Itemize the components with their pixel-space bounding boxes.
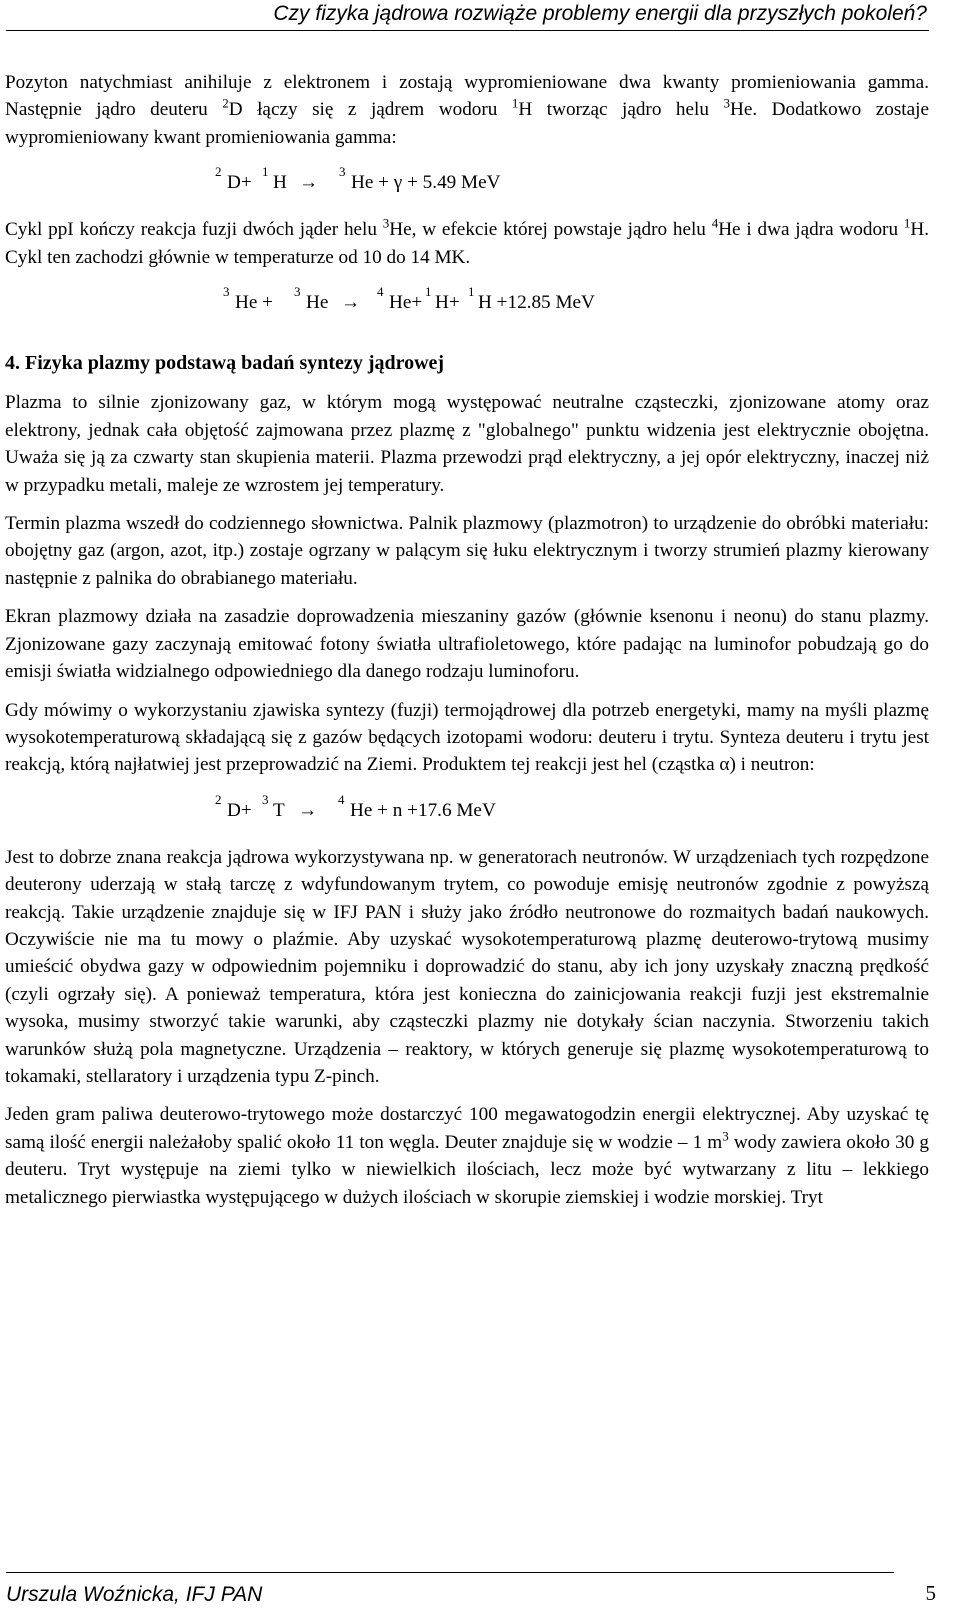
header-title: Czy fizyka jądrowa rozwiąże problemy energii dla przyszłych pokoleń? [273, 2, 927, 25]
text-run: He. Dodatkowo zostaje wypromieniowany kwant promieniowania gamma: [5, 99, 929, 148]
eq-term: H +12.85 MeV [478, 292, 595, 314]
text-run: He i dwa jądra wodoru [718, 219, 904, 241]
text-run: D łączy się z jądrem wodoru [228, 99, 512, 121]
text-run: H tworząc jądro helu [518, 99, 724, 121]
eq-term: H [273, 172, 287, 194]
paragraph-plasma-definition: Plazma to silnie zjonizowany gaz, w którym mogą występować neutralne cząsteczki, zjonizowane atomy oraz elektrony, jednak cała objętość zajmowana przez plazmę z "globalnego" punktu widzenia jest elektrycznie obojętna. Uważa się ją za czwarty stan skupienia materii. Plazma przewodzi prąd elektryczny, a jej opór elektryczny, inaczej niż w przypadku metali, maleje ze wzrostem jej temperatury. [5, 392, 929, 496]
footer-author: Urszula Woźnicka, IFJ PAN [6, 1583, 263, 1606]
eq-superscript: 3 [339, 164, 346, 180]
superscript: 3 [382, 215, 390, 231]
eq-superscript: 1 [425, 284, 432, 300]
paragraph-plasma-torch: Termin plazma wszedł do codziennego słownictwa. Palnik plazmowy (plazmotron) to urządzenie do obróbki materiału: obojętny gaz (argon, azot, itp.) zostaje ogrzany w palącym się łuku elektrycznym i tworzy strumień plazmy kierowany następnie z palnika do obrabianego materiału. [5, 513, 929, 589]
arrow-icon: → [298, 799, 318, 821]
text-run: Cykl ppI kończy reakcja fuzji dwóch jąder helu [5, 219, 383, 241]
superscript: 4 [711, 215, 719, 231]
eq-term: He+ [389, 292, 423, 314]
eq-superscript: 3 [294, 284, 301, 300]
text-run: Jeden gram paliwa deuterowo-trytowego może dostarczyć 100 megawatogodzin energii elektrycznej. Aby uzyskać tę samą ilość energii należałoby spalić około 11 ton węgla. Deuter znajduje się w wodzie – 1 m [5, 1104, 929, 1153]
paragraph-positron [5, 69, 929, 151]
page-number: 5 [925, 1581, 936, 1605]
eq-superscript: 4 [338, 791, 345, 807]
text-run: He, w efekcie której powstaje jądro helu [389, 219, 712, 241]
paragraph-neutron-generators: Jest to dobrze znana reakcja jądrowa wykorzystywana np. w generatorach neutronów. W urządzeniach tych rozpędzone deuterony uderzają w stałą tarczę z wdyfundowanym trytem, co powoduje emisję neutronów zgodnie z powyższą reakcją. Takie urządzenie znajduje się w IFJ PAN i służy jako źródło neutronowe do rozmaitych badań naukowych. Oczywiście nie ma tu mowy o plaźmie. Aby uzyskać wysokotemperaturową plazmę deuterowo-trytową musimy umieścić obydwa gazy w odpowiednim pojemniku i doprowadzić do stanu, aby ich jony uzyskały znaczną prędkość (czyli ogrzały się). A ponieważ temperatura, która jest konieczna do zainicjowania reakcji fuzji jest ekstremalnie wysoka, musimy stworzyć takie warunki, aby cząsteczki plazmy nie dotykały ścian naczynia. Stworzeniu takich warunków służą pola magnetyczne. Urządzenia – reaktory, w których generuje się plazmę wysokotemperaturową to tokamaki, stellaratory i urządzenia typu Z-pinch. [5, 846, 929, 1087]
document-body [5, 69, 929, 1222]
equation-dt-fusion [5, 790, 929, 844]
text-run: H. Cykl ten zachodzi głównie w temperaturze od 10 do 14 MK. [5, 219, 929, 268]
eq-term: He + n +17.6 MeV [350, 799, 496, 821]
equation-helium-fusion [5, 282, 929, 336]
paragraph-ppi-cycle [5, 216, 929, 271]
eq-superscript: 1 [262, 164, 269, 180]
paragraph-fusion-energy: Gdy mówimy o wykorzystaniu zjawiska syntezy (fuzji) termojądrowej dla potrzeb energetyki, mamy na myśli plazmę wysokotemperaturową składającą się z gazów będących izotopami wodoru: deuteru i trytu. Synteza deuteru i trytu jest reakcją, którą najłatwiej jest przeprowadzić na Ziemi. Produktem tej reakcji jest hel (cząstka α) i neutron: [5, 699, 929, 776]
eq-superscript: 1 [468, 284, 475, 300]
eq-term: He + [235, 292, 273, 314]
section-heading: 4. Fizyka plazmy podstawą badań syntezy jądrowej [5, 352, 445, 375]
arrow-icon: → [341, 292, 361, 314]
header-rule [6, 30, 929, 31]
eq-term: T [273, 799, 285, 821]
eq-superscript: 2 [215, 791, 222, 807]
superscript: 2 [222, 96, 229, 112]
paragraph-fuel [5, 1101, 929, 1211]
eq-term: D+ [227, 799, 252, 821]
eq-term: D+ [227, 172, 252, 194]
superscript: 1 [511, 96, 519, 112]
eq-superscript: 3 [262, 791, 269, 807]
eq-superscript: 4 [377, 284, 384, 300]
paragraph-plasma-screen: Ekran plazmowy działa na zasadzie doprowadzenia mieszaniny gazów (głównie ksenonu i neonu) do stanu plazmy. Zjonizowane gazy zaczynają emitować fotony światła ultrafioletowego, które padając na luminofor pobudzają go do emisji światła widzialnego odpowiedniego dla danego rodzaju luminoforu. [5, 606, 929, 683]
arrow-icon: → [299, 172, 319, 194]
superscript: 1 [903, 215, 911, 231]
superscript: 3 [723, 96, 730, 112]
eq-term: H+ [435, 292, 460, 314]
eq-term: He [306, 292, 329, 314]
page-footer [0, 1570, 960, 1617]
footer-rule [6, 1572, 894, 1573]
text-run: wody zawiera około 30 g deuteru. Tryt występuje na ziemi tylko w niewielkich ilościach, lecz może być wytwarzany z litu – lekkiego metalicznego pierwiastka występującego w dużych ilościach w skorupie ziemskiej i wodzie morskiej. Tryt [5, 1131, 929, 1208]
superscript: 3 [722, 1128, 729, 1144]
page-header [0, 0, 935, 46]
eq-superscript: 2 [215, 164, 222, 180]
equation-deuterium-hydrogen [5, 162, 929, 216]
text-run: Pozyton natychmiast anihiluje z elektronem i zostają wypromieniowane dwa kwanty promieniowania gamma. Następnie jądro deuteru [5, 72, 929, 121]
eq-superscript: 3 [223, 284, 230, 300]
eq-term: He + γ + 5.49 MeV [351, 172, 501, 194]
